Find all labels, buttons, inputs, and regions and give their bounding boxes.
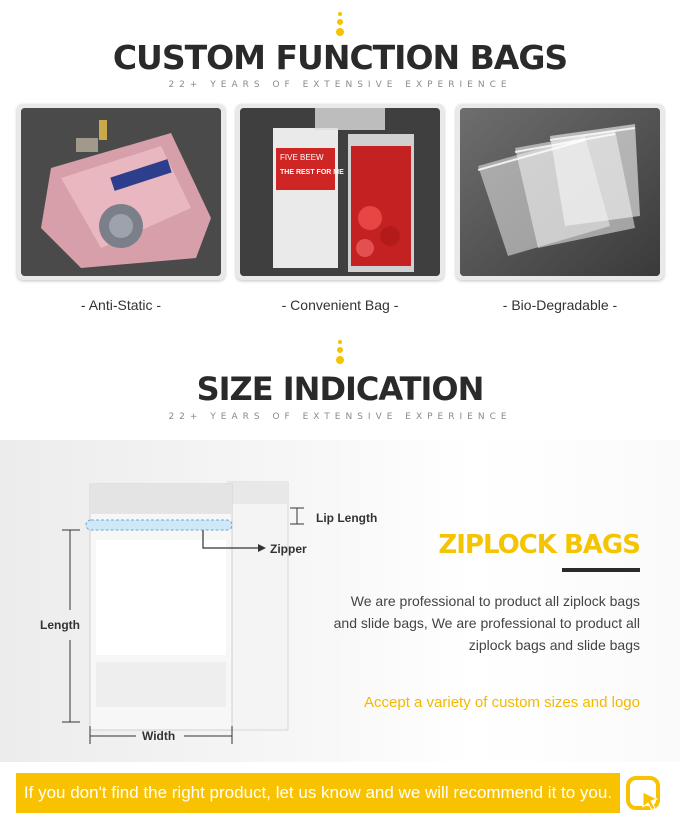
ziplock-bags-title: ZIPLOCK BAGS: [438, 530, 640, 560]
search-cursor-icon[interactable]: [626, 776, 662, 812]
convenient-bag-photo: [240, 108, 440, 276]
length-label: Length: [40, 618, 80, 632]
custom-sizes-text: Accept a variety of custom sizes and logo: [364, 694, 640, 711]
caption-convenient-bag: - Convenient Bag -: [281, 297, 399, 313]
section-title-custom-function-bags: CUSTOM FUNCTION BAGS: [112, 38, 568, 77]
bag-print-slogan: THE REST FOR ME: [280, 169, 344, 176]
section-subtitle: 22+ YEARS OF EXTENSIVE EXPERIENCE: [168, 80, 512, 90]
ziplock-bag-diagram: [0, 440, 330, 762]
bag-print-text: FIVE BEEW: [280, 153, 324, 162]
bio-degradable-bag-photo: [460, 108, 660, 276]
section-title-size-indication: SIZE INDICATION: [196, 370, 484, 408]
decorative-dots-icon: [336, 340, 344, 367]
product-card-bio-degradable[interactable]: [456, 104, 664, 280]
product-card-anti-static[interactable]: [17, 104, 225, 280]
caption-bio-degradable: - Bio-Degradable -: [502, 297, 618, 313]
decorative-dots-icon: [336, 12, 344, 39]
title-underline-bar: [562, 568, 640, 572]
caption-anti-static: - Anti-Static -: [80, 297, 162, 313]
recommendation-banner[interactable]: If you don't find the right product, let us know and we will recommend it to you.: [16, 773, 620, 813]
anti-static-bag-photo: [21, 108, 221, 276]
zipper-label: Zipper: [270, 542, 307, 556]
lip-length-label: Lip Length: [316, 511, 378, 525]
product-card-convenient-bag[interactable]: [236, 104, 444, 280]
section-subtitle: 22+ YEARS OF EXTENSIVE EXPERIENCE: [168, 412, 512, 422]
width-label: Width: [142, 729, 176, 743]
ziplock-description: We are professional to product all ziplock bags and slide bags, We are professional to product all ziplock bags and slide bags: [333, 593, 640, 653]
